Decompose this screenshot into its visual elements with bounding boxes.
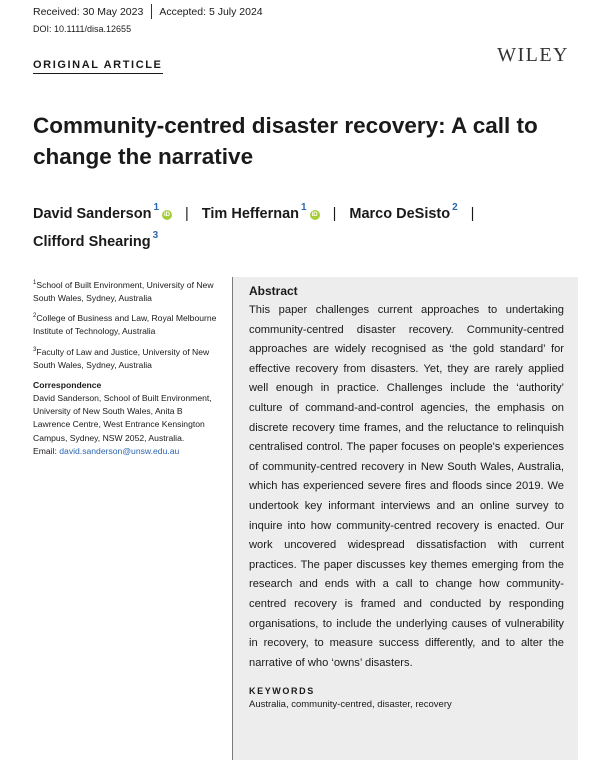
author-separator: | bbox=[332, 205, 337, 222]
email-link[interactable]: david.sanderson@unsw.edu.au bbox=[59, 445, 180, 456]
author-2[interactable] bbox=[201, 202, 320, 222]
author-separator: | bbox=[185, 205, 189, 222]
abstract-text: This paper challenges current approaches to undertaking community-centred disaster recovery. Community-centred approaches are widely recognised as ‘the gold standard’ for effective recovery from disasters. Yet, they are rarely applied well enough in practice. Challenges include the ‘authority’ culture of command-and-control agencies, the emphasis on discrete recovery time frames, and the reluctance to relinquish centralised control. The paper focuses on people's experiences of community-centred recovery in New South Wales, Australia, which has experienced severe fires and floods since 2019. We undertook key informant interviews and an online survey to inquire into how community-centred recovery is enacted. Our work uncovered widespread dissatisfaction with current practices. The paper discusses key themes emerging from the research and ends with a call to change how community-centred recovery is framed and conducted by responding organisations, to include the underlying causes of vulnerability in recovery, to measure success differently, and to alter the narrative of who ‘owns’ disasters. bbox=[249, 304, 564, 669]
author-list bbox=[33, 198, 553, 254]
author-1[interactable] bbox=[33, 202, 172, 222]
affil-ref: 2 bbox=[452, 202, 458, 213]
orcid-icon[interactable]: iD bbox=[164, 211, 171, 218]
keywords-list: Australia, community-centred, disaster, recovery bbox=[249, 699, 452, 711]
affiliation-2: $^2$College of Business and Law, Royal Melbourne Institute of Technology, Australia bbox=[33, 313, 217, 337]
author-separator: | bbox=[470, 205, 475, 222]
affiliation-1: $^1$School of Built Environment, University of New South Wales, Sydney, Australia bbox=[33, 279, 214, 304]
author-name: Tim Heffernan bbox=[201, 205, 300, 222]
affil-ref: 1 bbox=[301, 202, 307, 213]
correspondence-email: Email: david.sanderson@unsw.edu.au bbox=[33, 445, 180, 456]
correspondence-address: David Sanderson, School of Built Environment, University of New South Wales, Anita B Lawrence Centre, West Entrance Kensington Campus, Sydney, NSW 2052, Australia. bbox=[33, 393, 212, 443]
article-dates bbox=[33, 4, 263, 19]
doi[interactable]: DOI: 10.1111/disa.12655 bbox=[33, 24, 132, 34]
keywords-heading: KEYWORDS bbox=[249, 686, 315, 697]
paper-title: Community-centred disaster recovery: A call to change the narrative bbox=[33, 113, 538, 169]
affiliation-3: $^3$Faculty of Law and Justice, University of New South Wales, Sydney, Australia bbox=[33, 346, 210, 370]
orcid-icon[interactable]: iD bbox=[311, 211, 318, 218]
author-3[interactable] bbox=[349, 202, 458, 222]
accepted-date: Accepted: 5 July 2024 bbox=[159, 5, 263, 18]
author-name: David Sanderson bbox=[33, 205, 152, 222]
abstract-box bbox=[232, 277, 578, 760]
received-date: Received: 30 May 2023 bbox=[33, 5, 144, 18]
affil-ref: 1 bbox=[153, 202, 160, 213]
author-name: Marco DeSisto bbox=[349, 205, 451, 222]
author-name: Clifford Shearing bbox=[33, 233, 151, 250]
publisher-logo: WILEY bbox=[497, 44, 569, 66]
author-4[interactable] bbox=[33, 229, 159, 250]
article-type: ORIGINAL ARTICLE bbox=[33, 59, 163, 74]
abstract-heading: Abstract bbox=[249, 284, 298, 298]
affil-ref: 3 bbox=[152, 229, 159, 241]
date-divider bbox=[151, 4, 152, 19]
affiliations bbox=[33, 277, 218, 458]
correspondence-heading: Correspondence bbox=[33, 379, 102, 390]
